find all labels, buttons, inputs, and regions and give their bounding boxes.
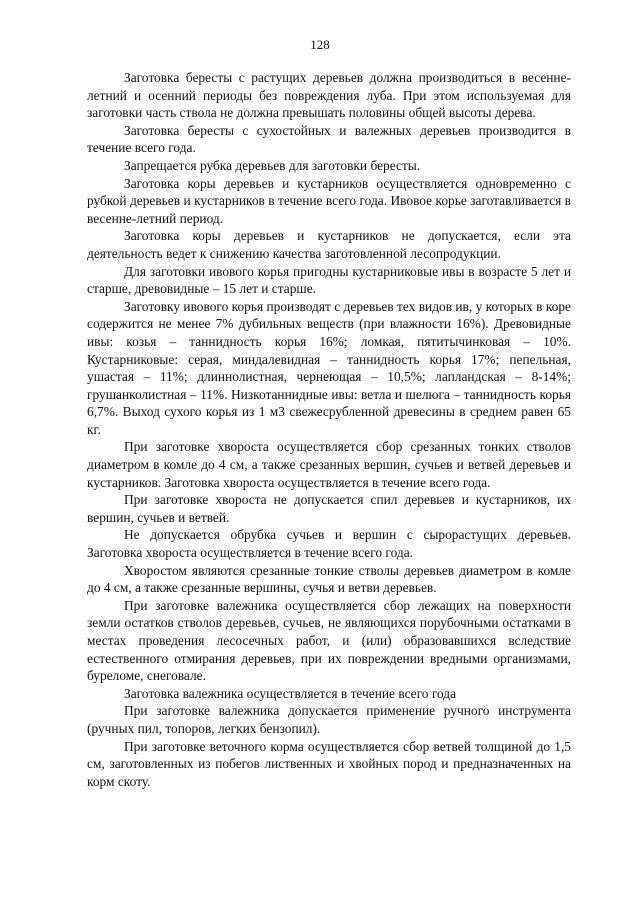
paragraph-pruning-ban: Не допускается обрубка сучьев и вершин с сырорастущих деревьев. Заготовка хвороста осуществляется в течение всего года. [87,527,571,561]
paragraph-deadwood-tools: При заготовке валежника допускается применение ручного инструмента (ручных пил, топоров, легких бензопил). [87,703,571,736]
paragraph-willow-species: Заготовку ивового корья производят с деревьев тех видов ив, у которых в коре содержится не менее 7% дубильных веществ (при влажности 16%). Древовидные ивы: козья – таннидность корья 16%; ломкая, пятитычинковая – 10%. Кустарниковые: серая, миндалевидная – таннидность корья 17%; пепельная, ушастая – 11%; длиннолистная, чернеющая – 10,5%; лапландская – 8-14%; грушанколистная – 11%. Низкотаннидные ивы: ветла и шелюга – таннидность корья 6,7%. Выход сухого корья из 1 м3 свежесрубленной древесины в среднем равен 65 кг. [87,298,571,437]
paragraph-brushwood-harvesting: При заготовке хвороста осуществляется сбор срезанных тонких стволов диаметром в комле до 4 см, а также срезанных вершин, сучьев и ветвей деревьев и кустарников. Заготовка хвороста осуществляется в течение всего года. [87,439,571,490]
paragraph-brushwood-definition: Хворостом являются срезанные тонкие стволы деревьев диаметром в комле до 4 см, а также срезанные вершины, сучья и ветви деревьев. [87,562,571,596]
paragraph-bark-harvesting: Заготовка коры деревьев и кустарников осуществляется одновременно с рубкой деревьев и кустарников в течение всего года. Ивовое корье заготавливается в весенне-летний период. [87,175,571,226]
paragraph-willow-age: Для заготовки ивового корья пригодны кустарниковые ивы в возрасте 5 лет и старше, древовидные – 15 лет и старше. [87,263,571,297]
paragraph-deadwood-harvesting: При заготовке валежника осуществляется сбор лежащих на поверхности земли остатков стволов деревьев, сучьев, не являющихся порубочными остатками в местах проведения лесосечных работ, и (или) образовавшихся вследствие естественного отмирания деревьев, при их повреждении вредными организмами, буреломе, снеговале. [87,597,571,684]
document-body [87,69,571,790]
paragraph-birch-bark-felling-ban: Запрещается рубка деревьев для заготовки бересты. [124,157,421,173]
paragraph-deadwood-season: Заготовка валежника осуществляется в течение всего года [124,685,457,701]
page-number: 128 [310,37,330,52]
paragraph-birch-bark-dead-trees: Заготовка бересты с сухостойных и валежных деревьев производится в течение всего года. [87,122,571,156]
paragraph-brushwood-restriction: При заготовке хвороста не допускается спил деревьев и кустарников, их вершин, сучьев и ветвей. [87,492,571,525]
paragraph-twig-fodder: При заготовке веточного корма осуществляется сбор ветвей толщиной до 1,5 см, заготовленных из побегов лиственных и хвойных пород и предназначенных на корм скоту. [87,738,571,789]
paragraph-bark-restriction: Заготовка коры деревьев и кустарников не допускается, если эта деятельность ведет к снижению качества заготовленной лесопродукции. [87,228,571,261]
paragraph-birch-bark-living-trees: Заготовка бересты с растущих деревьев должна производиться в весенне-летний и осенний периоды без повреждения луба. При этом используемая для заготовки часть ствола не должна превышать половины общей высоты дерева. [87,70,571,121]
